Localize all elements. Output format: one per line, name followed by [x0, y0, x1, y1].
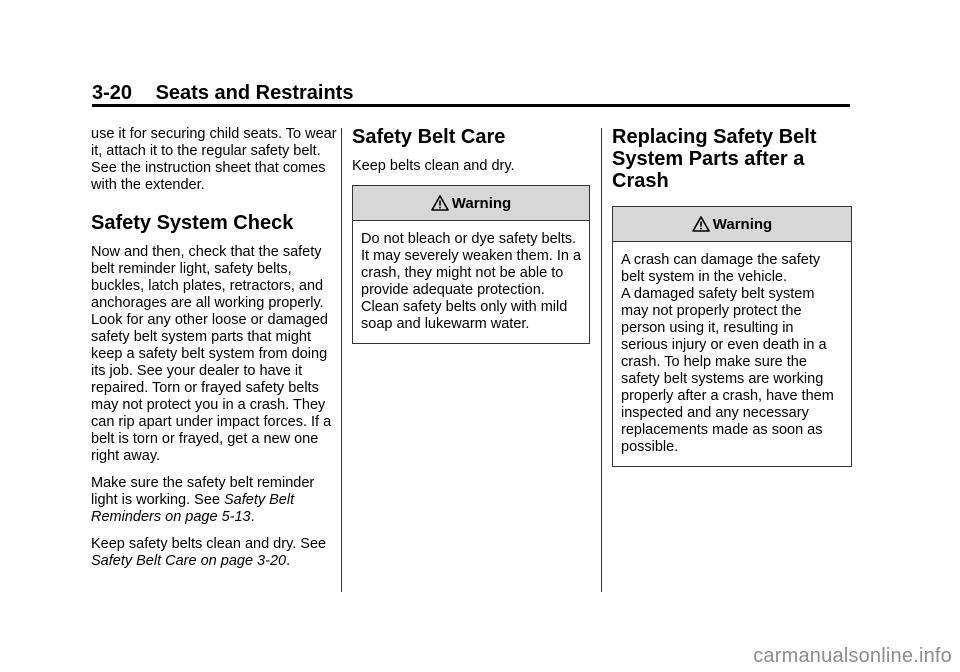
reminder-paragraph — [91, 475, 337, 526]
warning-header — [353, 186, 589, 221]
safety-check-paragraph: Now and then, check that the safety belt reminder light, safety belts, buckles, latch plates, retractors, and anchorages are all working properly. Look for any other loose or damaged safety belt system parts that might keep a safety belt system from doing its job. See your dealer to have it repaired. Torn or frayed safety belts may not protect you in a crash. They can rip apart under impact forces. If a belt is torn or frayed, get a new one right away. — [91, 244, 332, 464]
warning-label: Warning — [451, 194, 512, 212]
column-left — [91, 126, 337, 580]
warning-text: Do not bleach or dye safety belts. It may severely weaken them. In a crash, they might not be able to provide adequate protection. Clean safety belts only with mild soap and lukewarm water. — [361, 231, 582, 332]
reminder-reference-link[interactable]: Safety Belt Reminders on page 5-13 — [91, 492, 295, 525]
column-middle — [352, 126, 590, 344]
watermark: carmanualsonline.info — [753, 645, 952, 667]
clean-paragraph — [91, 536, 337, 570]
reminder-end: . — [250, 509, 255, 525]
belt-care-reference-link[interactable]: Safety Belt Care on page 3-20 — [91, 553, 287, 569]
clean-end: . — [286, 553, 291, 569]
warning-header-crash — [613, 207, 851, 242]
warning-text-crash — [613, 242, 851, 466]
warning-triangle-icon — [692, 216, 710, 232]
column-divider-2 — [601, 128, 602, 592]
column-right — [612, 126, 852, 467]
replacing-parts-heading: Replacing Safety Belt System Parts after a Crash — [612, 126, 817, 192]
safety-system-check-heading: Safety System Check — [91, 212, 294, 234]
safety-belt-care-heading: Safety Belt Care — [352, 126, 506, 148]
warning-crash-p1: A crash can damage the safety belt system in the vehicle. — [621, 252, 821, 285]
warning-box-crash — [612, 206, 852, 467]
column-divider-1 — [341, 128, 342, 592]
warning-label-crash: Warning — [712, 215, 773, 233]
warning-crash-p2: A damaged safety belt system may not properly protect the person using it, resulting in serious injury or even death in a crash. To help make sure the safety belt systems are working properly after a crash, have them inspected and any necessary replacements made as soon as possible. — [621, 286, 834, 455]
clean-text: Keep safety belts clean and dry. See — [91, 536, 327, 552]
warning-box — [352, 185, 590, 344]
warning-triangle-icon — [431, 195, 449, 211]
intro-paragraph: use it for securing child seats. To wear it, attach it to the regular safety belt. See the instruction sheet that comes with the extender. — [91, 126, 337, 193]
section-title: Seats and Restraints — [155, 82, 354, 104]
header-rule — [92, 104, 850, 107]
page-header — [92, 82, 353, 105]
belt-care-intro: Keep belts clean and dry. — [352, 158, 515, 174]
page-number: 3-20 — [92, 82, 133, 104]
reminder-text: Make sure the safety belt reminder light is working. See — [91, 475, 315, 508]
